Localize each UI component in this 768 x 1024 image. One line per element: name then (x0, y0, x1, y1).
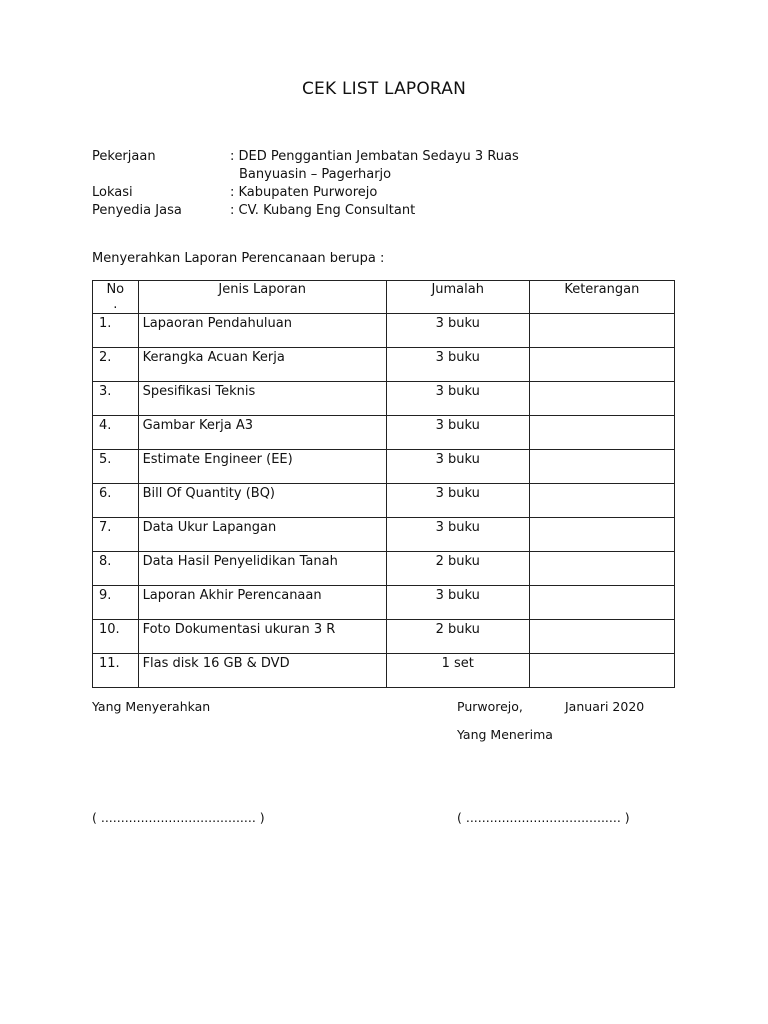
table-row (93, 416, 675, 450)
cell-jumlah: 3 buku (386, 484, 529, 518)
pekerjaan-value-cont: Banyuasin – Pagerharjo (239, 167, 392, 182)
cell-jenis: Foto Dokumentasi ukuran 3 R (138, 620, 386, 654)
table-row (93, 450, 675, 484)
penyedia-label: Penyedia Jasa (92, 203, 182, 218)
cell-no: 10. (93, 620, 139, 654)
document-title: CEK LIST LAPORAN (301, 79, 467, 99)
cell-keterangan (529, 654, 674, 688)
cell-jumlah: 3 buku (386, 586, 529, 620)
cell-jenis: Lapaoran Pendahuluan (138, 314, 386, 348)
cell-jenis: Flas disk 16 GB & DVD (138, 654, 386, 688)
date-text: Januari 2020 (565, 699, 645, 714)
info-row-penyedia (92, 202, 519, 220)
cell-keterangan (529, 416, 674, 450)
cell-jumlah: 3 buku (386, 348, 529, 382)
table-row (93, 620, 675, 654)
cell-jumlah: 1 set (386, 654, 529, 688)
cell-keterangan (529, 450, 674, 484)
table-row (93, 314, 675, 348)
cell-keterangan (529, 552, 674, 586)
header-jumlah: Jumalah (386, 281, 529, 314)
place-text: Purworejo, (457, 699, 523, 714)
cell-no: 4. (93, 416, 139, 450)
cell-no: 7. (93, 518, 139, 552)
lokasi-value: : Kabupaten Purworejo (230, 185, 378, 200)
cell-no: 2. (93, 348, 139, 382)
lokasi-label: Lokasi (92, 185, 133, 200)
header-jenis: Jenis Laporan (138, 281, 386, 314)
cell-no: 3. (93, 382, 139, 416)
cell-jenis: Data Hasil Penyelidikan Tanah (138, 552, 386, 586)
cell-jumlah: 3 buku (386, 314, 529, 348)
pekerjaan-value: : DED Penggantian Jembatan Sedayu 3 Ruas (230, 149, 519, 164)
table-row (93, 586, 675, 620)
info-row-lokasi (92, 184, 519, 202)
cell-jumlah: 3 buku (386, 518, 529, 552)
header-no: No . (93, 281, 139, 314)
table-row (93, 654, 675, 688)
cell-keterangan (529, 484, 674, 518)
project-info (92, 148, 519, 220)
cell-no: 11. (93, 654, 139, 688)
receiver-signature-line: ( ....................................... ) (457, 810, 630, 825)
cell-jenis: Kerangka Acuan Kerja (138, 348, 386, 382)
cell-keterangan (529, 348, 674, 382)
cell-jenis: Data Ukur Lapangan (138, 518, 386, 552)
cell-keterangan (529, 382, 674, 416)
cell-no: 5. (93, 450, 139, 484)
cell-jenis: Spesifikasi Teknis (138, 382, 386, 416)
cell-no: 9. (93, 586, 139, 620)
cell-jumlah: 3 buku (386, 450, 529, 484)
receiver-label: Yang Menerima (457, 727, 553, 742)
table-row (93, 518, 675, 552)
info-row-pekerjaan (92, 148, 519, 166)
cell-jumlah: 2 buku (386, 620, 529, 654)
cell-keterangan (529, 620, 674, 654)
table-row (93, 484, 675, 518)
sender-signature-line: ( ....................................... ) (92, 810, 265, 825)
sender-label: Yang Menyerahkan (92, 699, 211, 714)
cell-keterangan (529, 518, 674, 552)
report-table (92, 280, 675, 688)
cell-no: 8. (93, 552, 139, 586)
intro-text: Menyerahkan Laporan Perencanaan berupa : (92, 251, 385, 266)
penyedia-value: : CV. Kubang Eng Consultant (230, 203, 416, 218)
table-row (93, 382, 675, 416)
cell-no: 6. (93, 484, 139, 518)
cell-jenis: Laporan Akhir Perencanaan (138, 586, 386, 620)
table-header-row (93, 281, 675, 314)
cell-jumlah: 2 buku (386, 552, 529, 586)
pekerjaan-label: Pekerjaan (92, 149, 156, 164)
table-row (93, 552, 675, 586)
cell-jenis: Estimate Engineer (EE) (138, 450, 386, 484)
cell-keterangan (529, 586, 674, 620)
header-keterangan: Keterangan (529, 281, 674, 314)
cell-jumlah: 3 buku (386, 416, 529, 450)
cell-no: 1. (93, 314, 139, 348)
cell-jenis: Bill Of Quantity (BQ) (138, 484, 386, 518)
table-row (93, 348, 675, 382)
cell-jumlah: 3 buku (386, 382, 529, 416)
info-row-pekerjaan-cont (92, 166, 519, 184)
cell-jenis: Gambar Kerja A3 (138, 416, 386, 450)
cell-keterangan (529, 314, 674, 348)
